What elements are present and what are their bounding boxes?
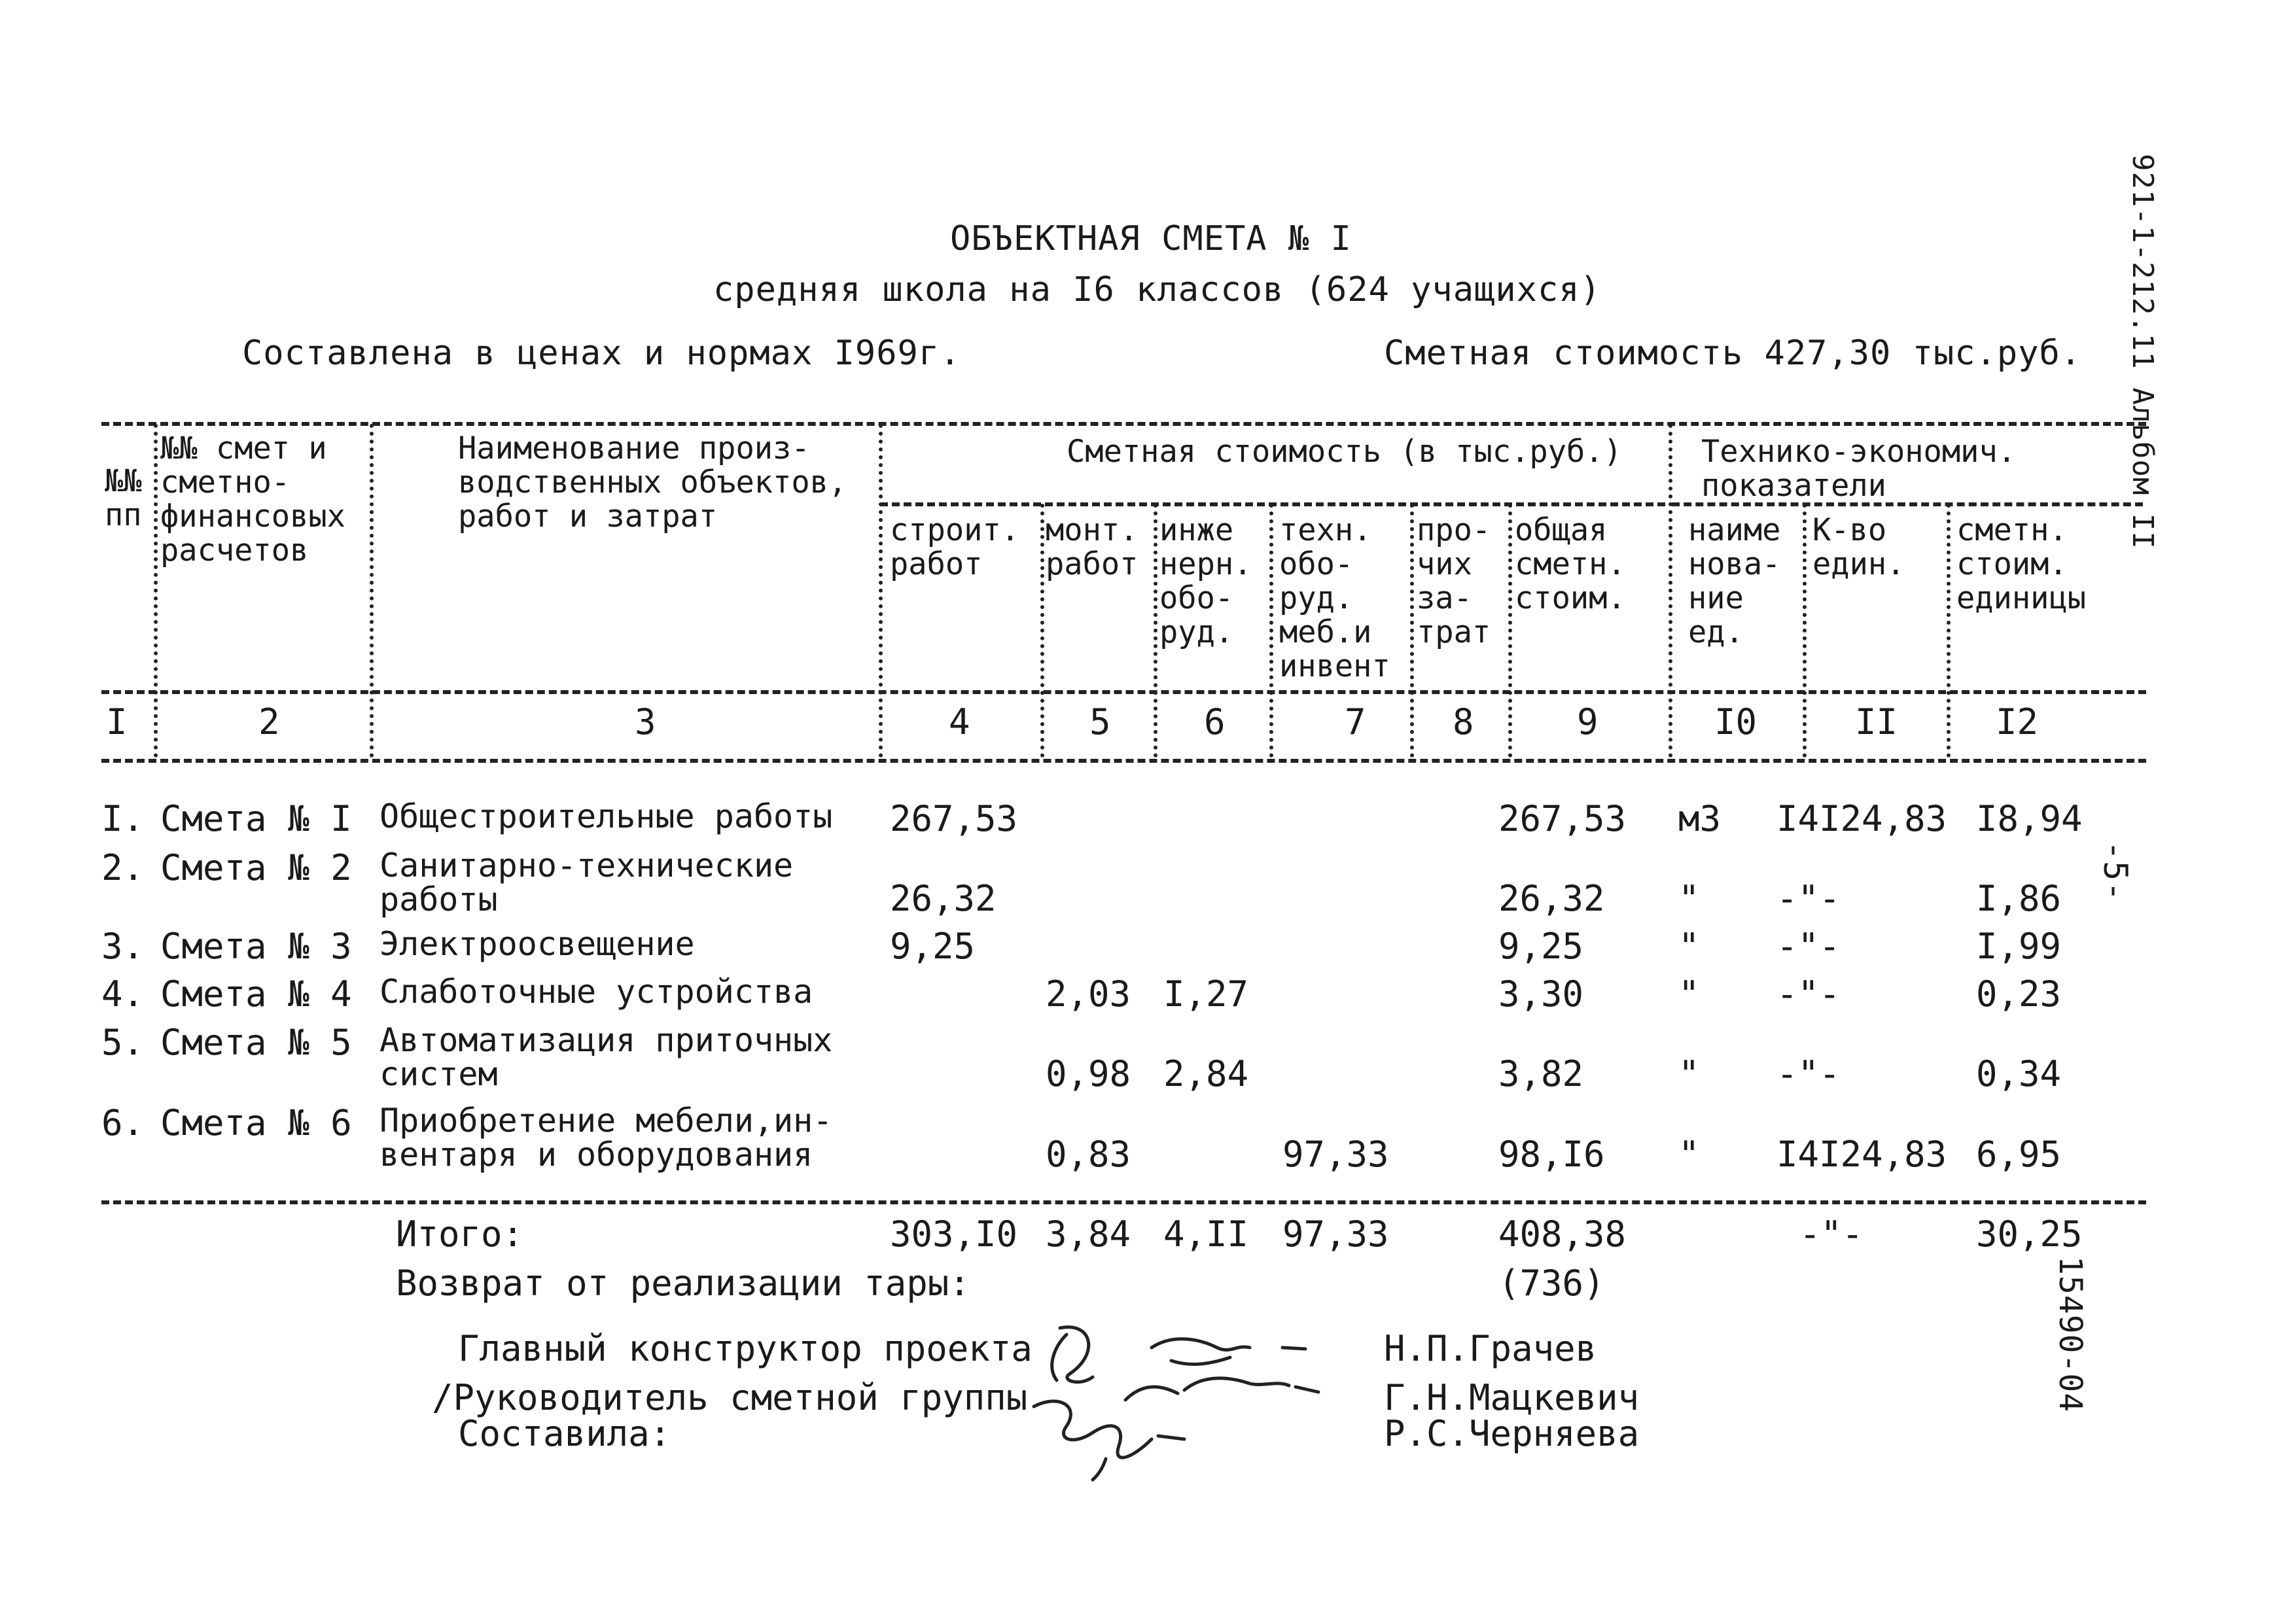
col-number: I2 <box>1996 701 2039 742</box>
estimate-ref: Смета № 5 <box>160 1022 352 1063</box>
col-sep <box>1040 504 1044 758</box>
row-number: 5. <box>101 1022 145 1063</box>
col-sep <box>1154 504 1157 758</box>
row-number: 2. <box>101 847 145 888</box>
cell-total: 98,I6 <box>1498 1134 1605 1175</box>
col-sep <box>1803 504 1807 758</box>
cell-unit-cost: 6,95 <box>1976 1134 2062 1175</box>
header-col2: №№ смет и сметно- финансовых расчетов <box>160 430 345 568</box>
estimate-ref: Смета № 4 <box>160 973 352 1015</box>
header-col7: техн. обо- руд. меб.и инвент <box>1279 512 1390 684</box>
document-title: ОБЪЕКТНАЯ СМЕТА № I <box>950 219 1352 258</box>
cell-unit: " <box>1678 973 1700 1015</box>
total-engineering: 4,II <box>1163 1213 1249 1255</box>
col-sep <box>1508 504 1512 758</box>
header-col9: общая сметн. стоим. <box>1515 512 1626 616</box>
row-number: 3. <box>101 926 145 967</box>
header-col3: Наименование произ- водственных объектов, работ и затрат <box>458 430 847 534</box>
cell-quantity: -"- <box>1776 926 1841 967</box>
cell-total: 3,82 <box>1498 1053 1584 1094</box>
header-cost-group: Сметная стоимость (в тыс.руб.) <box>1067 434 1622 470</box>
col-sep <box>1269 504 1273 758</box>
item-name: Общестроительные работы <box>380 797 833 835</box>
cell-unit: " <box>1678 878 1700 919</box>
cell-quantity: -"- <box>1776 973 1841 1015</box>
estimate-ref: Смета № 2 <box>160 847 352 888</box>
col-number: I <box>106 701 128 742</box>
col-number: 2 <box>258 701 280 742</box>
row-number: 4. <box>101 973 145 1015</box>
total-overall: 408,38 <box>1498 1213 1627 1255</box>
cell-quantity: I4I24,83 <box>1776 1134 1947 1175</box>
cell-total: 26,32 <box>1498 878 1605 919</box>
col-sep <box>1410 504 1414 758</box>
table-top-rule <box>101 422 2146 426</box>
total-equipment: 97,33 <box>1282 1213 1389 1255</box>
cell-engineering: 2,84 <box>1163 1053 1249 1094</box>
cell-total: 9,25 <box>1498 926 1584 967</box>
col-sep <box>1947 504 1951 758</box>
item-name: Электроосвещение <box>380 925 695 963</box>
cell-quantity: -"- <box>1776 1053 1841 1094</box>
col-number: 4 <box>949 701 970 742</box>
col-number: II <box>1855 701 1898 742</box>
col-number: I0 <box>1714 701 1757 742</box>
cell-installation: 2,03 <box>1046 973 1131 1015</box>
item-name: Слаботочные устройства <box>380 973 813 1011</box>
cell-construction: 9,25 <box>890 926 976 967</box>
cell-quantity: I4I24,83 <box>1776 798 1947 839</box>
cell-total: 267,53 <box>1498 798 1627 839</box>
cell-total: 3,30 <box>1498 973 1584 1015</box>
item-name: Санитарно-технические работы <box>380 846 794 918</box>
signature-role: Главный конструктор проекта <box>458 1328 1033 1369</box>
header-col1: №№ пп <box>105 463 142 533</box>
cell-unit-cost: 0,23 <box>1976 973 2062 1015</box>
cell-unit: " <box>1678 926 1700 967</box>
header-col10: наиме нова- ние ед. <box>1688 512 1781 650</box>
total-construction: 303,I0 <box>890 1213 1018 1255</box>
cell-unit: " <box>1678 1134 1700 1175</box>
row-number: 6. <box>101 1102 145 1143</box>
cell-installation: 0,83 <box>1046 1134 1131 1175</box>
side-document-code: 15490-04 <box>2052 1256 2089 1413</box>
signature-role: Составила: <box>458 1413 671 1454</box>
signature-name: Г.Н.Мацкевич <box>1384 1377 1640 1418</box>
cell-unit-cost: I,99 <box>1976 926 2062 967</box>
handwritten-signatures <box>1021 1308 1387 1485</box>
totals-label: Итого: <box>396 1213 524 1255</box>
header-tech-group: Технико-экономич. показатели <box>1701 434 2017 504</box>
col-number: 6 <box>1204 701 1226 742</box>
document-subtitle: средняя школа на I6 классов (624 учащихся) <box>713 270 1601 309</box>
return-value: (736) <box>1498 1263 1605 1304</box>
signature-name: Н.П.Грачев <box>1384 1328 1597 1369</box>
prices-note: Составлена в ценах и нормах I969г. <box>242 334 961 373</box>
header-col12: сметн. стоим. единицы <box>1956 512 2087 616</box>
cell-unit: " <box>1678 1053 1700 1094</box>
col-sep <box>370 424 374 758</box>
page-number: -5- <box>2096 841 2134 902</box>
cell-engineering: I,27 <box>1163 973 1249 1015</box>
totals-rule <box>101 1200 2146 1204</box>
item-name: Автоматизация приточных систем <box>380 1021 833 1093</box>
cell-unit-cost: I,86 <box>1976 878 2062 919</box>
signature-role: /Руководитель сметной группы <box>432 1377 1028 1418</box>
col-number: 9 <box>1577 701 1598 742</box>
col-sep <box>1669 424 1672 758</box>
header-col11: К-во един. <box>1812 512 1905 582</box>
total-installation: 3,84 <box>1046 1213 1131 1255</box>
header-col8: про- чих за- трат <box>1417 512 1491 650</box>
cell-unit-cost: 0,34 <box>1976 1053 2062 1094</box>
colnum-bottom-rule <box>101 759 2146 763</box>
return-label: Возврат от реализации тары: <box>396 1263 970 1304</box>
header-bottom-rule <box>101 690 2146 694</box>
col-sep <box>154 424 158 758</box>
cell-construction: 267,53 <box>890 798 1018 839</box>
side-archive-number: 921-1-212.11 Альбом II <box>2126 154 2159 550</box>
estimate-ref: Смета № 3 <box>160 926 352 967</box>
header-col6: инже нерн. обо- руд. <box>1159 512 1252 650</box>
header-col4: строит. работ <box>890 512 1020 582</box>
col-number: 8 <box>1453 701 1474 742</box>
cell-installation: 0,98 <box>1046 1053 1131 1094</box>
estimate-ref: Смета № 6 <box>160 1102 352 1143</box>
col-number: 3 <box>635 701 656 742</box>
cell-unit: м3 <box>1678 798 1722 839</box>
col-number: 7 <box>1345 701 1366 742</box>
row-number: I. <box>101 798 145 839</box>
item-name: Приобретение мебели,ин- вентаря и оборудования <box>380 1102 833 1174</box>
header-col5: монт. работ <box>1046 512 1139 582</box>
estimate-ref: Смета № I <box>160 798 352 839</box>
cell-construction: 26,32 <box>890 878 997 919</box>
total-unit-cost: 30,25 <box>1976 1213 2083 1255</box>
cell-unit-cost: I8,94 <box>1976 798 2083 839</box>
total-cost-note: Сметная стоимость 427,30 тыс.руб. <box>1384 334 2082 373</box>
col-number: 5 <box>1089 701 1111 742</box>
signature-name: Р.С.Черняева <box>1384 1413 1640 1454</box>
total-quantity: -"- <box>1799 1213 1863 1255</box>
col-sep <box>879 424 883 758</box>
cell-equipment: 97,33 <box>1282 1134 1389 1175</box>
cell-quantity: -"- <box>1776 878 1841 919</box>
